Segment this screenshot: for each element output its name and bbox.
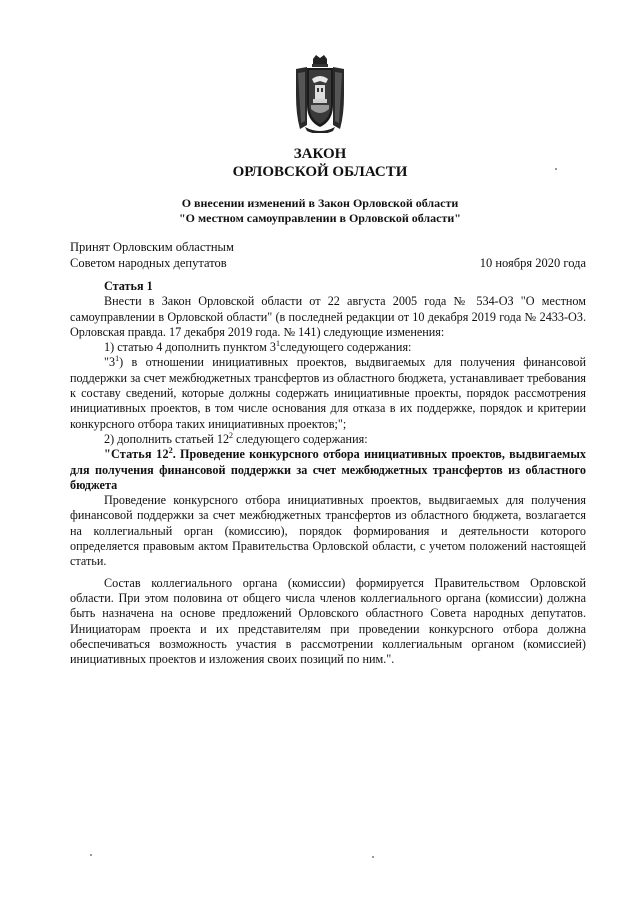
orel-region-coat-of-arms-icon — [293, 55, 347, 133]
item2-tail: следующего содержания: — [233, 431, 368, 446]
amendment-item-2 — [70, 432, 586, 447]
amendment-quote-1 — [70, 355, 586, 431]
new-article-title: . Проведение конкурсного отбора инициативных проектов, выдвигаемых для получения финансовой поддержки за счет межбюджетных трансфертов из областного бюджета — [70, 447, 586, 492]
item1-tail: следующего содержания: — [279, 340, 412, 355]
new-article-open: "Статья 12 — [104, 447, 169, 462]
scan-speck — [90, 854, 92, 856]
quote1-superscript: 1 — [115, 354, 120, 364]
item1-text: 1) статью 4 дополнить пунктом 3 — [104, 340, 276, 355]
item2-superscript: 2 — [229, 430, 234, 440]
adoption-line2: Советом народных депутатов — [70, 256, 227, 270]
item1-superscript: 1 — [275, 339, 280, 349]
adoption-info — [70, 239, 234, 271]
quote1-open: "3 — [104, 355, 116, 370]
document-subtitle-line1: О внесении изменений в Закон Орловской области — [181, 196, 459, 210]
adoption-line1: Принят Орловским областным — [70, 240, 234, 254]
adoption-date: 10 ноября 2020 года — [479, 256, 586, 270]
quote1-text: ) в отношении инициативных проектов, выдвигаемых для получения финансовой поддержки за счет межбюджетных трансфертов из областного бюджета, устанавливает требования к составу сведений, которые должны содержать инициативные проекты, порядок рассмотрения инициативных проектов, в том числе основания для отказа в их поддержке, порядок и критерии конкурсного отбора таких инициативных проектов;"; — [70, 355, 586, 431]
document-subtitle-line2: "О местном самоуправлении в Орловской области" — [179, 211, 461, 225]
new-article-heading — [70, 447, 586, 493]
article-intro: Внести в Закон Орловской области от 22 августа 2005 года № 534-ОЗ "О местном самоуправлении в Орловской области" (в последней редакции от 10 декабря 2019 года № 2433-ОЗ. Орловская правда. 17 декабря 2019 года. № 141) следующие изменения: — [70, 294, 586, 339]
amendment-item-1 — [70, 340, 586, 355]
document-title-line1: ЗАКОН — [293, 146, 347, 162]
document-title-line2: ОРЛОВСКОЙ ОБЛАСТИ — [232, 164, 408, 180]
new-article-paragraph-2: Состав коллегиального органа (комиссии) формируется Правительством Орловской области. При этом половина от общего числа членов коллегиального органа (комиссии) должна быть назначена на основе предложений Орловского областного Совета народных депутатов. Инициаторам проекта и их представителям при проведении конкурсного отбора должна обеспечиваться возможность участия в рассмотрении коллегиальным органом (комиссией) инициативных проектов и изложения своих позиций по ним.". — [70, 575, 586, 667]
new-article-paragraph-1: Проведение конкурсного отбора инициативных проектов, выдвигаемых для получения финансовой поддержки за счет межбюджетных трансфертов из областного бюджета, возлагается на коллегиальный орган (комиссию), порядок формирования и деятельности которого определяется правовым актом Правительства Орловской области, с учетом положений настоящей статьи. — [70, 493, 586, 569]
item2-text: 2) дополнить статьей 12 — [104, 431, 230, 446]
article-title: Статья 1 — [104, 279, 153, 293]
scan-speck — [555, 168, 557, 170]
scan-speck — [372, 856, 374, 858]
new-article-superscript: 2 — [168, 446, 173, 456]
document-body — [70, 279, 586, 667]
